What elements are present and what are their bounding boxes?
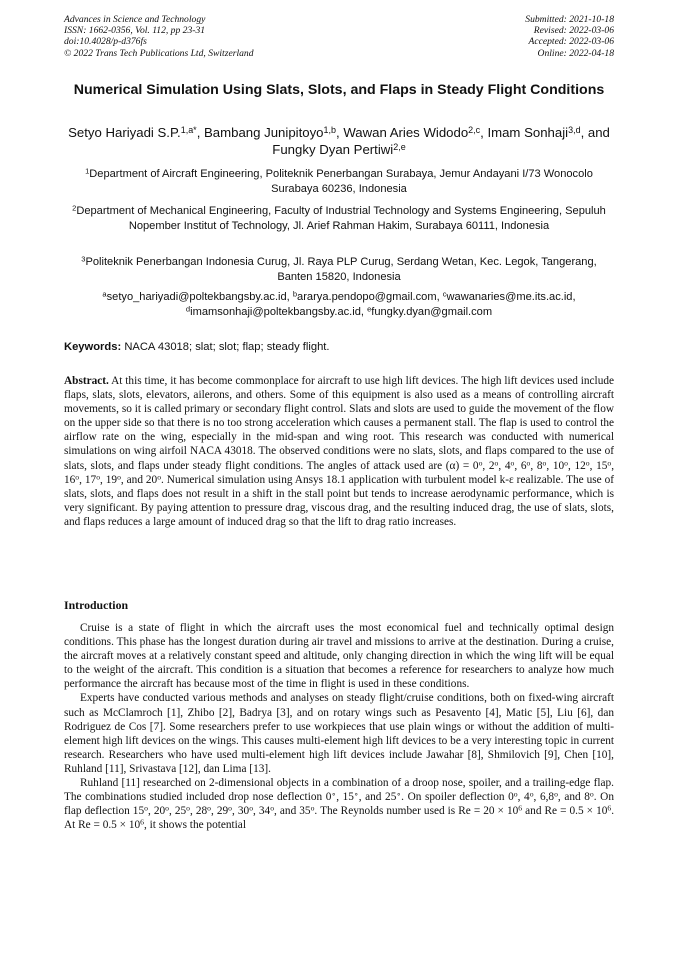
- p3-text: , and 25: [358, 791, 397, 804]
- angle-value: 2: [488, 459, 495, 472]
- author-name: Setyo Hariyadi S.P.: [68, 125, 181, 140]
- angle-separator: ,: [589, 459, 597, 472]
- degree-mark: o: [75, 472, 80, 482]
- degree-mark: o: [117, 472, 121, 482]
- submitted-date: Submitted: 2021-10-18: [525, 14, 614, 25]
- email-separator: ,: [572, 291, 576, 303]
- publication-dates: [525, 14, 614, 59]
- angle-separator: ,: [100, 473, 106, 486]
- email-marker: e: [367, 304, 372, 314]
- angle-separator: ,: [611, 459, 615, 472]
- angle-value: 15: [596, 459, 608, 472]
- introduction-heading: Introduction: [64, 598, 129, 612]
- angle-separator: , and: [120, 473, 146, 486]
- affiliation-3-marker: 3: [81, 254, 86, 264]
- angle-value: 4: [504, 459, 511, 472]
- author-name: Imam Sonhaji: [487, 125, 569, 140]
- angle-value: 17: [84, 473, 97, 486]
- angle-value: 19: [105, 473, 118, 486]
- degree-mark: o: [513, 789, 518, 799]
- author-marker: 2,e: [393, 142, 406, 153]
- degree-mark: o: [96, 472, 101, 482]
- degree-mark: o: [589, 789, 594, 799]
- abstract: [64, 374, 614, 529]
- author-separator: ,: [335, 125, 344, 140]
- author-separator: ,: [196, 125, 205, 140]
- author-name: Bambang Junipitoyo: [204, 125, 324, 140]
- email-marker: a: [102, 289, 107, 299]
- degree-mark: o: [157, 472, 162, 482]
- p3-text: Ruhland [11] researched on 2-dimensional objects in a combination of a droop nose, spoiler, and a trailing-edge flap. The combinations studied included drop nose deflection 0: [64, 777, 614, 804]
- angle-separator: .: [161, 473, 164, 486]
- accepted-date: Accepted: 2022-03-06: [528, 36, 614, 48]
- angle-value: 8: [536, 459, 543, 472]
- angle-value: 12: [574, 459, 586, 472]
- copyright: © 2022 Trans Tech Publications Ltd, Switzerland: [64, 47, 254, 59]
- angle-value: 10: [552, 459, 565, 472]
- author-marker: 2,c: [468, 124, 481, 135]
- p3-text: , 6,8: [533, 791, 555, 804]
- p3-text: . The Reynolds number used is Re = 20 × 10: [314, 805, 519, 818]
- affiliation-1-marker: 1: [85, 166, 90, 176]
- email-separator: ,: [286, 291, 293, 303]
- degree-mark: ∘: [353, 789, 359, 799]
- keywords: [64, 340, 614, 354]
- degree-mark: o: [207, 803, 211, 813]
- author-marker: 3,d: [568, 124, 581, 135]
- p3-text: , 28: [189, 805, 208, 818]
- abstract-text-1: At this time, it has become commonplace for aircraft to use high lift devices. The high lift devices used include flaps, slats, slots, elevators, ailerons, and others. Some of this equipment is also used as a means of controlling aircraft movements, so it is called primary or secondary flight control. Slats and slots are used to guide the movement of the flow on the upper side so that there is no too strong acceleration which causes a permanent stall. The flap is used to control the airflow rate on the wing, especially in the mid-span and wing root. This research was conducted with numerical simulations on wing airfoil NACA 43018. The observed conditions were no slats, slots, and flaps compared to the use of slats, slots, and flaps under steady flight conditions. The angles of attack used are (α) =: [64, 375, 615, 472]
- affiliation-2: [64, 204, 614, 233]
- affiliation-2-marker: 2: [72, 203, 77, 213]
- affiliation-3: [64, 255, 614, 284]
- degree-mark: o: [554, 789, 558, 799]
- p3-text: and Re = 0.5 × 10: [522, 805, 608, 818]
- paper-title: Numerical Simulation Using Slats, Slots, and Flaps in Steady Flight Conditions: [73, 82, 605, 98]
- email-marker: b: [292, 289, 298, 299]
- issn: ISSN: 1662-0356, Vol. 112, pp 23-31: [64, 25, 206, 37]
- degree-mark: ∘: [331, 789, 337, 799]
- p3-text: , 30: [232, 805, 250, 818]
- p3-text: , 29: [211, 805, 229, 818]
- degree-mark: o: [249, 803, 254, 813]
- degree-mark: ∘: [396, 789, 402, 799]
- introduction: [64, 621, 614, 832]
- author-separator: , and: [580, 125, 610, 140]
- exponent: 6: [607, 803, 612, 813]
- email-separator: ,: [360, 305, 368, 318]
- angle-value: 0: [472, 459, 479, 472]
- affiliation-3-text: Politeknik Penerbangan Indonesia Curug, Jl. Raya PLP Curug, Serdang Wetan, Kec. Legok, Tangerang, Banten 15820, Indonesia: [85, 256, 597, 283]
- keywords-label: Keywords:: [64, 341, 122, 353]
- degree-mark: o: [494, 458, 499, 468]
- author-marker: 1,b: [323, 124, 336, 135]
- journal-name: Advances in Science and Technology: [64, 14, 206, 25]
- email-address: imamsonhaji@poltekbangsby.ac.id: [190, 305, 361, 318]
- degree-mark: o: [564, 458, 568, 468]
- angle-value: 20: [145, 473, 158, 486]
- angle-separator: ,: [498, 459, 505, 472]
- intro-paragraph-3: [64, 776, 614, 832]
- degree-mark: o: [144, 803, 148, 813]
- abstract-text-2: Numerical simulation using Ansys 18.1 application with turbulent model k-ε realizable. The use of slats, slots, and flaps does not result in a shift in the stall point but tends to increase aerodynamic performance, which is very significant. By paying attention to pressure drag, viscous drag, and the resulting induced drag, the use of slats, slots, and flaps reduces a large amount of induced drag so that the lift to drag ratio increases.: [64, 473, 614, 528]
- keywords-text: NACA 43018; slat; slot; flap; steady flight.: [124, 341, 330, 353]
- angle-separator: ,: [514, 459, 521, 472]
- degree-mark: o: [585, 458, 590, 468]
- degree-mark: o: [529, 789, 534, 799]
- revised-date: Revised: 2022-03-06: [533, 25, 614, 37]
- abstract-label: Abstract.: [64, 375, 109, 387]
- angle-value: 6: [520, 459, 527, 472]
- author-marker: 1,a*: [180, 124, 197, 135]
- p3-text: , 34: [253, 805, 271, 818]
- p3-text: , 25: [168, 805, 187, 818]
- email-marker: d: [185, 304, 191, 314]
- degree-mark: o: [526, 458, 531, 468]
- p3-text: . On flap deflection 15: [64, 791, 614, 818]
- angle-value: 16: [64, 473, 76, 486]
- author-name: Wawan Aries Widodo: [343, 125, 469, 140]
- degree-mark: o: [165, 803, 169, 813]
- doi: doi:10.4028/p-d376fs: [64, 36, 147, 48]
- exponent: 6: [518, 803, 523, 813]
- p3-text: , and 8: [557, 791, 590, 804]
- author-name: Fungky Dyan Pertiwi: [272, 142, 394, 158]
- exponent: 6: [140, 817, 144, 827]
- angle-separator: ,: [79, 473, 85, 486]
- affiliation-1-text: Department of Aircraft Engineering, Politeknik Penerbangan Surabaya, Jemur Andayani I/73 Wonocolo Surabaya 60236, Indonesia: [89, 168, 593, 195]
- degree-mark: o: [186, 803, 190, 813]
- email-address: ararya.pendopo@gmail.com: [297, 291, 437, 303]
- author-list: [64, 124, 614, 159]
- angle-separator: ,: [567, 459, 575, 472]
- degree-mark: o: [228, 803, 233, 813]
- email-marker: c: [442, 289, 447, 299]
- p3-text: . At Re = 0.5 × 10: [64, 805, 615, 832]
- author-separator: ,: [480, 125, 488, 140]
- degree-mark: o: [542, 458, 547, 468]
- p3-text: , and 35: [274, 805, 311, 818]
- p3-text: , it shows the potential: [143, 819, 246, 832]
- p3-text: , 4: [517, 791, 530, 804]
- degree-mark: o: [607, 458, 612, 468]
- email-list: [64, 290, 614, 319]
- degree-mark: o: [310, 803, 315, 813]
- online-date: Online: 2022-04-18: [537, 47, 614, 59]
- angle-separator: ,: [482, 459, 489, 472]
- email-address: fungky.dyan@gmail.com: [371, 305, 493, 318]
- p3-text: , 15: [336, 791, 354, 804]
- email-address: wawanaries@me.its.ac.id: [446, 291, 573, 303]
- intro-paragraph-1: Cruise is a state of flight in which the aircraft uses the most economical fuel and technically optimal design conditions. This phase has the longest duration during air travel and missions to arrive at the destination. During a cruise, the aircraft moves at a relatively constant speed and altitude, only changing direction in which the wing lift will be equal to the weight of the aircraft. This condition is a situation that becomes a reference for researchers to analyze how much performance the aircraft has because most of the time in flight is used in these conditions.: [64, 622, 614, 691]
- degree-mark: o: [510, 458, 515, 468]
- degree-mark: o: [478, 458, 483, 468]
- affiliation-1: [64, 167, 614, 196]
- angle-separator: ,: [530, 459, 537, 472]
- intro-paragraph-2: Experts have conducted various methods and analyses on steady flight/cruise conditions, both on fixed-wing aircraft such as McClamroch [1], Zhibo [2], Badrya [3], and on rotary wings such as Pesavento [4], Matic [5], Liu [6], dan Rodriguez de Cos [7]. Some researchers prefer to use workpieces that use plain wings or without the addition of multi-element high lift devices on the wings. This causes multi-element high lift devices to be a very interesting topic in current research. Researchers who have used multi-element high lift devices include Jawahar [8], Shmilovich [9], Chen [10], Ruhland [11], Srivastava [12], dan Lima [13].: [64, 692, 614, 775]
- email-address: setyo_hariyadi@poltekbangsby.ac.id: [106, 291, 287, 303]
- p3-text: , 20: [147, 805, 166, 818]
- affiliation-2-text: Department of Mechanical Engineering, Faculty of Industrial Technology and Systems Engineering, Sepuluh Nopember Institut of Technology, Jl. Arief Rahman Hakim, Surabaya 60111, Indonesia: [76, 205, 606, 232]
- email-separator: ,: [436, 291, 443, 303]
- p3-text: . On spoiler deflection 0: [401, 791, 514, 804]
- angle-separator: ,: [546, 459, 553, 472]
- journal-info: [64, 14, 254, 59]
- degree-mark: o: [270, 803, 275, 813]
